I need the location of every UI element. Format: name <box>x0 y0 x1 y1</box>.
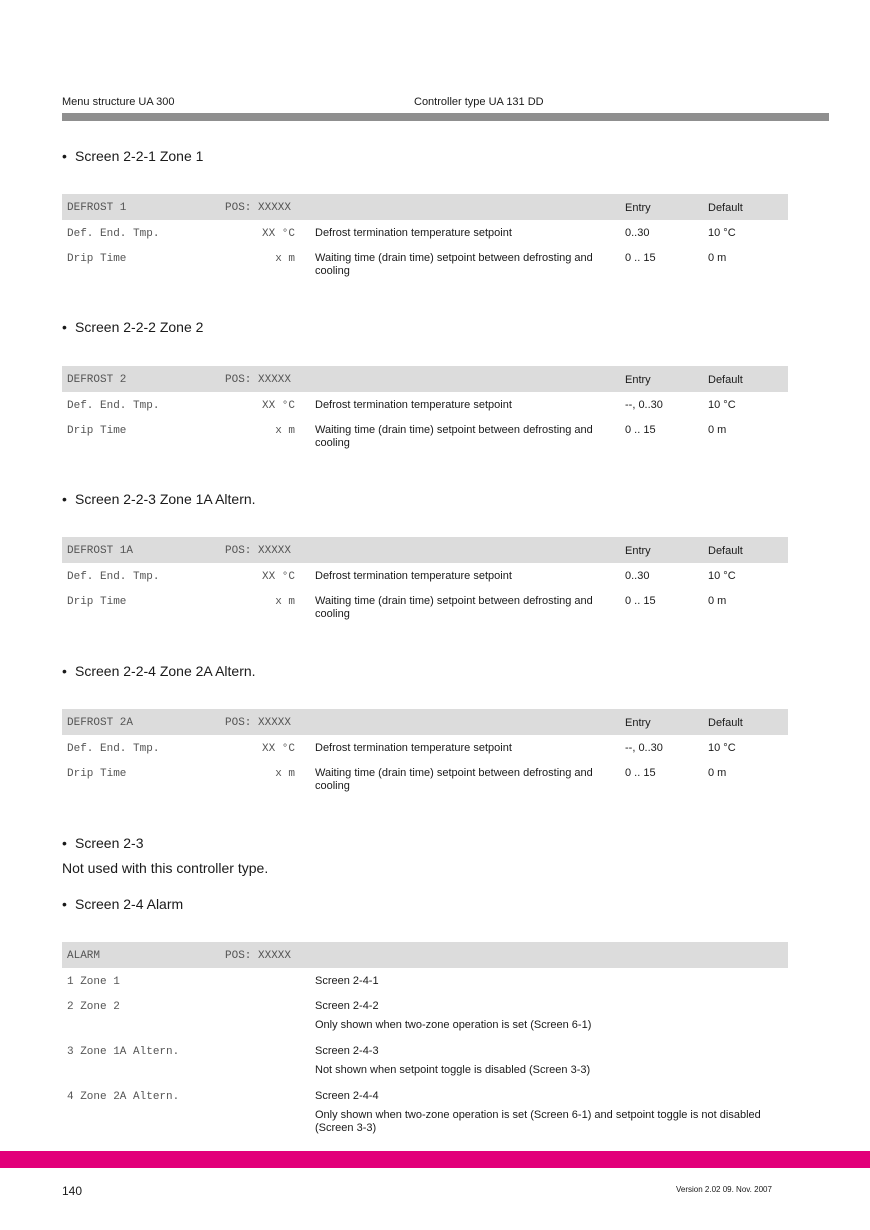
entry-header: Entry <box>625 717 651 729</box>
bullet-icon: • <box>62 491 67 507</box>
bullet-icon: • <box>62 148 67 164</box>
table-row <box>62 968 788 993</box>
header-divider <box>62 113 829 121</box>
alarm-desc <box>315 1045 785 1077</box>
param-default: 10 °C <box>708 399 736 411</box>
screen-name: DEFROST 1A <box>67 545 134 557</box>
param-entry: 0 .. 15 <box>625 252 656 264</box>
alarm-note: Only shown when two-zone operation is set (Screen 6-1) and setpoint toggle is not disabled (Screen 3-3) <box>315 1109 761 1134</box>
param-desc: Waiting time (drain time) setpoint between defrosting and cooling <box>315 424 593 449</box>
screen-name: DEFROST 2A <box>67 717 134 729</box>
parameter-table <box>62 537 788 622</box>
alarm-desc <box>315 1000 785 1032</box>
param-value: x m <box>275 253 295 265</box>
section-title: • Screen 2-4 Alarm <box>62 896 184 912</box>
param-entry: 0 .. 15 <box>625 595 656 607</box>
param-entry: 0..30 <box>625 570 650 582</box>
screen-pos: POS: XXXXX <box>225 950 292 962</box>
param-desc: Defrost termination temperature setpoint <box>315 227 512 239</box>
param-value: XX °C <box>261 228 295 240</box>
table-row <box>62 1038 788 1083</box>
section-title: • Screen 2-2-1 Zone 1 <box>62 148 204 164</box>
alarm-item: 3 Zone 1A Altern. <box>67 1046 180 1058</box>
table-row <box>62 760 788 794</box>
param-desc: Defrost termination temperature setpoint <box>315 399 512 411</box>
bullet-icon: • <box>62 663 67 679</box>
table-row <box>62 588 788 622</box>
param-name: Def. End. Tmp. <box>67 743 160 755</box>
default-header: Default <box>708 374 743 386</box>
entry-header: Entry <box>625 202 651 214</box>
table-header <box>62 942 788 968</box>
param-entry: 0..30 <box>625 227 650 239</box>
param-entry: 0 .. 15 <box>625 424 656 436</box>
bullet-icon: • <box>62 319 67 335</box>
param-value: XX °C <box>261 400 295 412</box>
param-desc: Defrost termination temperature setpoint <box>315 742 512 754</box>
param-desc: Waiting time (drain time) setpoint between defrosting and cooling <box>315 595 593 620</box>
param-desc: Defrost termination temperature setpoint <box>315 570 512 582</box>
parameter-table <box>62 709 788 794</box>
param-value: x m <box>275 425 295 437</box>
alarm-table <box>62 942 788 1133</box>
screen-pos: POS: XXXXX <box>225 545 292 557</box>
param-entry: --, 0..30 <box>625 399 663 411</box>
param-name: Drip Time <box>67 425 127 437</box>
section-title: • Screen 2-2-4 Zone 2A Altern. <box>62 663 256 679</box>
section-title: • Screen 2-3 <box>62 835 144 851</box>
param-desc: Waiting time (drain time) setpoint between defrosting and cooling <box>315 252 593 277</box>
param-value: x m <box>275 768 295 780</box>
param-name: Def. End. Tmp. <box>67 571 160 583</box>
alarm-item: 2 Zone 2 <box>67 1001 120 1013</box>
header-center: Controller type UA 131 DD <box>414 96 544 108</box>
param-desc: Waiting time (drain time) setpoint between defrosting and cooling <box>315 767 593 792</box>
entry-header: Entry <box>625 545 651 557</box>
section-title: • Screen 2-2-3 Zone 1A Altern. <box>62 491 256 507</box>
table-row <box>62 245 788 279</box>
param-name: Drip Time <box>67 768 127 780</box>
param-default: 10 °C <box>708 742 736 754</box>
table-row <box>62 1083 788 1133</box>
screen-name: DEFROST 1 <box>67 202 127 214</box>
version-info: Version 2.02 09. Nov. 2007 <box>676 1185 772 1194</box>
param-default: 0 m <box>708 595 727 607</box>
alarm-item: 4 Zone 2A Altern. <box>67 1091 180 1103</box>
section-title: • Screen 2-2-2 Zone 2 <box>62 319 204 335</box>
param-entry: --, 0..30 <box>625 742 663 754</box>
parameter-table <box>62 366 788 451</box>
param-value: XX °C <box>261 571 295 583</box>
alarm-desc <box>315 975 785 988</box>
bullet-icon: • <box>62 835 67 851</box>
alarm-screen: Screen 2-4-2 <box>315 1000 379 1012</box>
bullet-icon: • <box>62 896 67 912</box>
param-default: 0 m <box>708 767 727 779</box>
screen-name: DEFROST 2 <box>67 374 127 386</box>
default-header: Default <box>708 202 743 214</box>
param-name: Drip Time <box>67 253 127 265</box>
table-row <box>62 993 788 1038</box>
param-default: 0 m <box>708 252 727 264</box>
alarm-desc <box>315 1090 785 1135</box>
table-row <box>62 220 788 245</box>
table-row <box>62 563 788 588</box>
table-header <box>62 194 788 220</box>
default-header: Default <box>708 717 743 729</box>
entry-header: Entry <box>625 374 651 386</box>
parameter-table <box>62 194 788 279</box>
header-left: Menu structure UA 300 <box>62 96 175 108</box>
param-value: XX °C <box>261 743 295 755</box>
section-note: Not used with this controller type. <box>62 860 269 876</box>
alarm-note: Not shown when setpoint toggle is disabled (Screen 3-3) <box>315 1064 591 1076</box>
screen-pos: POS: XXXXX <box>225 374 292 386</box>
alarm-item: 1 Zone 1 <box>67 976 120 988</box>
table-header <box>62 709 788 735</box>
param-name: Def. End. Tmp. <box>67 228 160 240</box>
param-name: Def. End. Tmp. <box>67 400 160 412</box>
table-row <box>62 417 788 451</box>
param-value: x m <box>275 596 295 608</box>
table-header <box>62 366 788 392</box>
param-entry: 0 .. 15 <box>625 767 656 779</box>
alarm-screen: Screen 2-4-3 <box>315 1045 379 1057</box>
table-header <box>62 537 788 563</box>
footer-bar <box>0 1151 870 1168</box>
param-default: 0 m <box>708 424 727 436</box>
param-default: 10 °C <box>708 570 736 582</box>
alarm-note: Only shown when two-zone operation is set (Screen 6-1) <box>315 1019 592 1031</box>
alarm-screen: Screen 2-4-1 <box>315 975 379 987</box>
param-name: Drip Time <box>67 596 127 608</box>
screen-pos: POS: XXXXX <box>225 717 292 729</box>
default-header: Default <box>708 545 743 557</box>
page-number: 140 <box>62 1184 83 1198</box>
screen-name: ALARM <box>67 950 101 962</box>
alarm-screen: Screen 2-4-4 <box>315 1090 379 1102</box>
screen-pos: POS: XXXXX <box>225 202 292 214</box>
table-row <box>62 735 788 760</box>
table-row <box>62 392 788 417</box>
param-default: 10 °C <box>708 227 736 239</box>
